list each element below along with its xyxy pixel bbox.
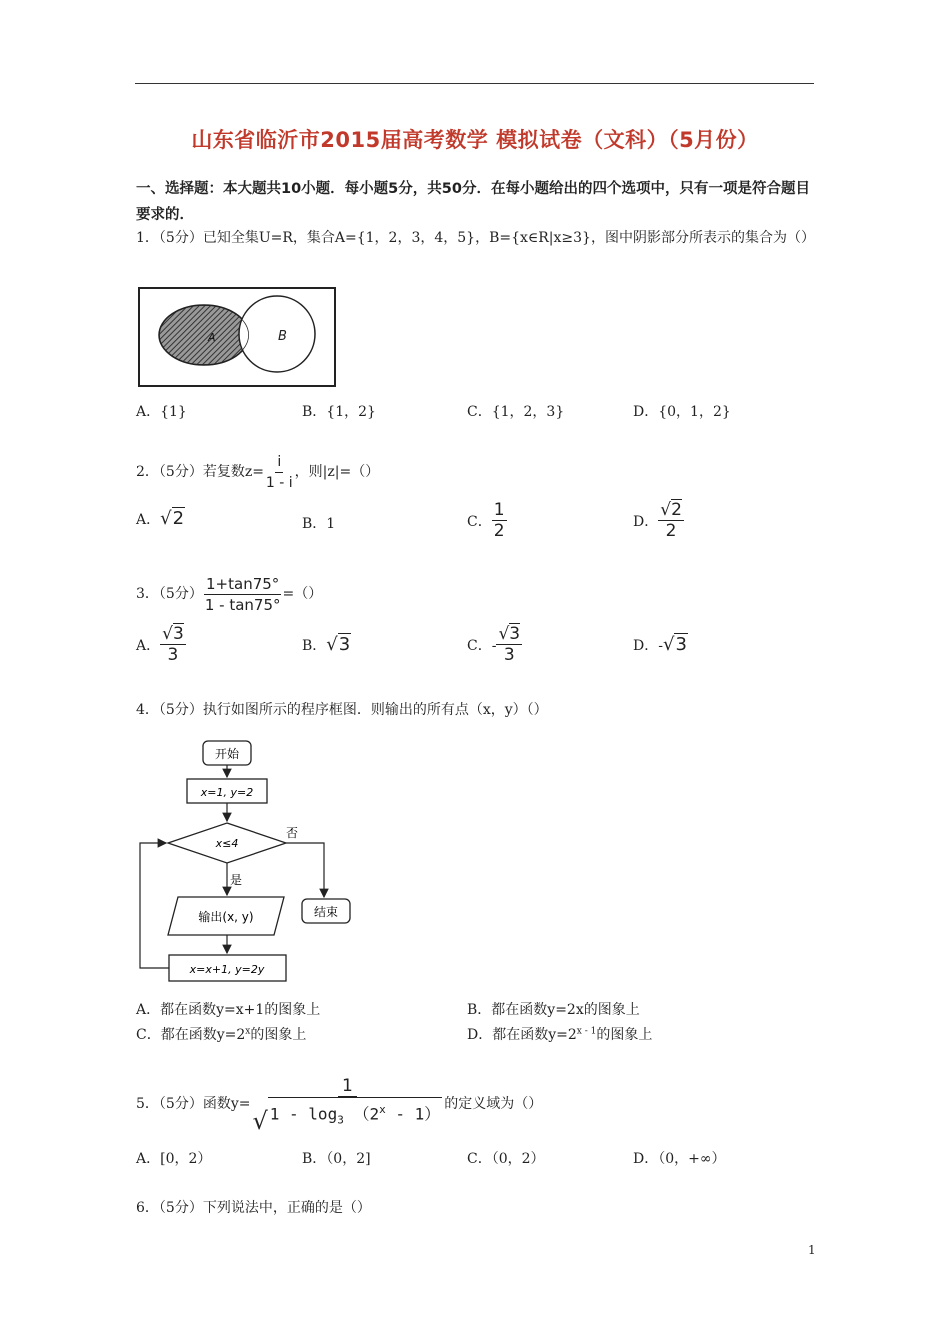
- question-5-stem: 5．（5分）函数y= 1 √ $1 - \log_3 (2^x - 1)$ 的定义域为（）: [136, 1076, 543, 1135]
- q4-option-c[interactable]: C．都在函数$y=2^x$的图象上: [136, 1026, 307, 1043]
- question-1-stem: 1．（5分）已知全集U=R，集合A={1，2，3，4，5}，B={x∈R|x≥3}，图中阴影部分所表示的集合为（）: [136, 230, 815, 246]
- exam-title: 山东省临沂市2015届高考数学 模拟试卷（文科）（5月份）: [191, 128, 759, 152]
- question-4-stem: 4．（5分）执行如图所示的程序框图．则输出的所有点（x，y）（）: [136, 702, 548, 718]
- set-a-label: A: [208, 331, 216, 344]
- q5-option-d[interactable]: D．（0，+∞）: [633, 1151, 726, 1167]
- q4-option-d[interactable]: D．都在函数$y=2^{x - 1}$的图象上: [467, 1026, 653, 1043]
- q5-option-a[interactable]: A．[0，2）: [136, 1151, 212, 1167]
- q1-option-d[interactable]: D．{0，1，2}: [633, 404, 731, 420]
- set-b-label: B: [278, 329, 287, 344]
- q1-option-a[interactable]: A．{1}: [136, 404, 187, 420]
- flow-yes-label: 是: [230, 873, 243, 887]
- q2-option-d[interactable]: D． $\frac{√2}{2}$: [633, 500, 682, 541]
- flow-end-label: 结束: [313, 905, 339, 919]
- q1-option-c[interactable]: C．{1，2，3}: [467, 404, 565, 420]
- section-header: 一、选择题：本大题共10小题．每小题5分，共50分．在每小题给出的四个选项中，只有一项是符合题目要求的．: [136, 181, 810, 223]
- flow-output-label: 输出(x, y): [198, 910, 254, 924]
- question-2-stem: 2．（5分）若复数z= $\frac{i}{1 - i}$ ，则|z|=（）: [136, 453, 380, 491]
- q3-fraction: $\frac{1+\tan 75^\circ}{1 - \tan 75^\circ}$: [204, 575, 281, 614]
- q1-option-b[interactable]: B．{1，2}: [302, 404, 376, 420]
- page-number: 1: [808, 1243, 816, 1257]
- flow-update-label: x=x+1, y=2y: [189, 963, 265, 976]
- question-6-stem: 6．（5分）下列说法中，正确的是（）: [136, 1200, 371, 1216]
- question-3-stem: 3．（5分） $\frac{1+\tan 75^\circ}{1 - \tan 75^\circ}$ =（）: [136, 575, 323, 614]
- q2-fraction: $\frac{i}{1 - i}$: [265, 453, 293, 491]
- q5-option-b[interactable]: B．（0，2]: [302, 1151, 371, 1167]
- q3-option-c[interactable]: C．- $\frac{√3}{3}$: [467, 624, 521, 665]
- q2-option-c[interactable]: C． $\frac{1}{2}$: [467, 500, 505, 541]
- q4-option-a[interactable]: A．都在函数y=x+1的图象上: [136, 1002, 321, 1018]
- flow-start-label: 开始: [214, 747, 240, 761]
- q3-option-a[interactable]: A． $\frac{√3}{3}$: [136, 624, 184, 665]
- flowchart: [136, 737, 358, 987]
- set-b-circle: [239, 296, 315, 372]
- flow-condition-label: x≤4: [215, 837, 239, 850]
- q2-option-b[interactable]: B．1: [302, 516, 336, 532]
- q5-fraction: 1 √ $1 - \log_3 (2^x - 1)$: [252, 1076, 441, 1135]
- q3-option-b[interactable]: B． √3: [302, 634, 351, 655]
- flow-init-label: x=1, y=2: [200, 786, 254, 799]
- q2-option-a[interactable]: A． √2: [136, 508, 185, 529]
- top-rule: [135, 83, 814, 84]
- venn-diagram: [138, 287, 336, 387]
- flow-no-label: 否: [286, 826, 299, 840]
- q3-option-d[interactable]: D．- √3: [633, 634, 687, 655]
- q4-option-b[interactable]: B．都在函数y=2x的图象上: [467, 1002, 640, 1018]
- q5-option-c[interactable]: C．（0，2）: [467, 1151, 545, 1167]
